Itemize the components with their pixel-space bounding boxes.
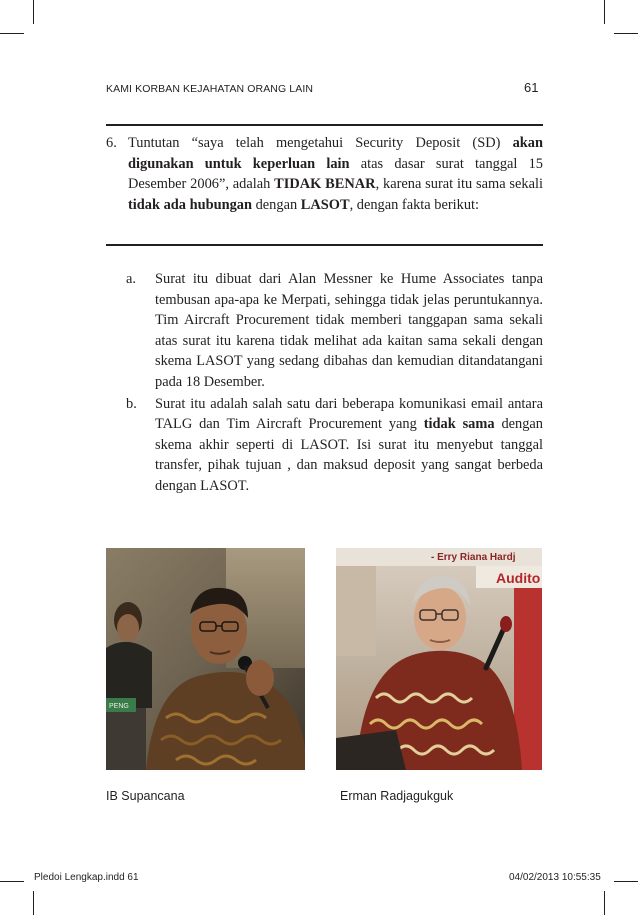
point-number: 6. (106, 135, 117, 151)
crop-mark-bottom-left-horizontal (0, 881, 24, 882)
fact-letter: a. (126, 271, 136, 287)
photo-erman-radjagukguk (336, 548, 542, 770)
point-6-text: Tuntutan “saya telah mengetahui Security Deposit (SD) akan digunakan untuk keperluan lain atas dasar surat tanggal 15 Desember 2006”, adalah TIDAK BENAR, karena surat itu sama sekali tidak ada hubungan dengan LASOT, dengan fakta berikut: (128, 135, 543, 213)
crop-mark-bottom-right-horizontal (614, 881, 638, 882)
caption-left: IB Supancana (106, 789, 185, 803)
fact-list (106, 269, 543, 498)
banner-text-line-2: Audito (496, 570, 541, 586)
bottom-rule (106, 244, 543, 246)
fact-text: Surat itu adalah salah satu dari beberapa komunikasi email antara TALG dan Tim Aircraft Procurement yang tidak sama dengan skema akhir seperti di LASOT. Isi surat itu menyebut tanggal transfer, pihak tujuan , dan maksud deposit yang sangat berbeda dengan LASOT. (155, 395, 543, 494)
slug-file-info: Pledoi Lengkap.indd 61 (34, 872, 139, 883)
name-sign-text: PENG (109, 703, 129, 710)
crop-mark-top-right-horizontal (614, 33, 638, 34)
photo-ib-supancana (106, 548, 305, 770)
fact-item-b (106, 394, 543, 497)
photo-erman-radjagukguk-image (336, 548, 542, 770)
crop-mark-bottom-left-vertical (33, 891, 34, 915)
top-rule (106, 124, 543, 126)
banner-text-line-1: - Erry Riana Hardj (431, 552, 516, 563)
running-head: KAMI KORBAN KEJAHATAN ORANG LAIN (106, 83, 314, 95)
crop-mark-top-left-horizontal (0, 33, 24, 34)
fact-letter: b. (126, 395, 137, 412)
page-number: 61 (524, 80, 539, 95)
point-6 (106, 133, 543, 215)
fact-item-a (106, 269, 543, 393)
crop-mark-top-right-vertical (604, 0, 605, 24)
caption-right: Erman Radjagukguk (340, 789, 454, 803)
crop-mark-top-left-vertical (33, 0, 34, 24)
crop-mark-bottom-right-vertical (604, 891, 605, 915)
fact-text: Surat itu dibuat dari Alan Messner ke Hume Associates tanpa tembusan apa-apa ke Merpati, sehingga tidak jelas peruntukannya. Tim Aircraft Procurement tidak memberi tanggapan sama sekali atas surat itu karena tidak melihat ada kaitan sama sekali dengan skema LASOT yang sedang dibahas dan kemudian ditandatangani pada 18 Desember. (155, 271, 543, 390)
slug-timestamp: 04/02/2013 10:55:35 (509, 872, 601, 883)
photo-ib-supancana-image (106, 548, 305, 770)
